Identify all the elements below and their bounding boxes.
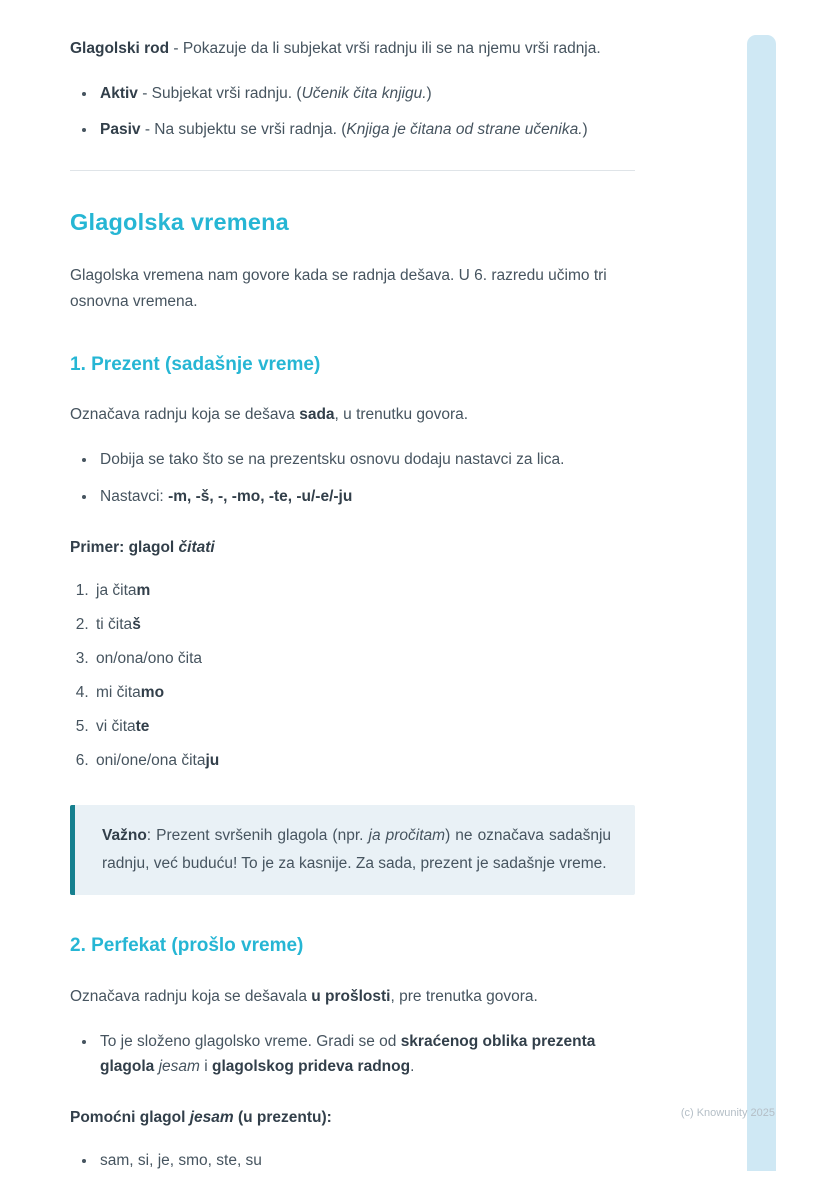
conjugation-item-1: 1. ja čitam [93, 578, 635, 603]
conjugation-item-3: 3. on/ona/ono čita [93, 646, 635, 671]
perfekat-list [70, 1029, 635, 1079]
list-item-oblici-jesam: • sam, si, je, smo, ste, su [97, 1148, 635, 1173]
section-title-glagolska-vremena: Glagolska vremena [70, 209, 289, 236]
subsection-title-perfekat: 2. Perfekat (prošlo vreme) [70, 935, 304, 957]
vazno-callout: Važno: Prezent svršenih glagola (npr. ja pročitam) ne označava sadašnju radnju, već buduću! To je za kasnije. Za sada, prezent je sadašnje vreme. [70, 805, 635, 895]
pomocni-glagol-label: Pomoćni glagol jesam (u prezentu): [70, 1109, 332, 1127]
perfekat-intro-paragraph: Označava radnju koja se dešavala u prošlosti, pre trenutka govora. [70, 988, 538, 1006]
watermark: (c) Knowunity 2025 [680, 1107, 775, 1119]
list-item-slozeno-vreme: • To je složeno glagolsko vreme. Gradi se od skraćenog oblika prezenta glagola jesam i glagolskog prideva radnog. [97, 1029, 635, 1079]
section-divider [70, 170, 635, 171]
glagolski-rod-list [70, 81, 635, 142]
prezent-intro-paragraph: Označava radnju koja se dešava sada, u trenutku govora. [70, 406, 469, 424]
pomocni-glagol-list [70, 1148, 635, 1173]
subsection-title-prezent: 1. Prezent (sadašnje vreme) [70, 353, 321, 375]
conjugation-item-6: 6. oni/one/ona čitaju [93, 748, 635, 773]
list-item-aktiv: • Aktiv - Subjekat vrši radnju. (Učenik čita knjigu.) [97, 81, 635, 106]
section-intro-paragraph: Glagolska vremena nam govore kada se radnja dešava. U 6. razredu učimo tri osnovna vremena. [70, 267, 607, 310]
glagolski-rod-paragraph: Glagolski rod - Pokazuje da li subjekat vrši radnju ili se na njemu vrši radnja. [70, 40, 601, 57]
conjugation-item-4: 4. mi čitamo [93, 680, 635, 705]
conjugation-list [70, 578, 635, 774]
prezent-list [70, 447, 635, 508]
conjugation-item-5: 5. vi čitate [93, 714, 635, 739]
primer-label: Primer: glagol čitati [70, 538, 215, 556]
document-content [70, 36, 635, 1198]
conjugation-item-2: 2. ti čitaš [93, 612, 635, 637]
page-edge-stripe [747, 35, 776, 1171]
list-item-nastavci: • Nastavci: -m, -š, -, -mo, -te, -u/-e/-ju [97, 484, 635, 509]
list-item-pasiv: • Pasiv - Na subjektu se vrši radnja. (Knjiga je čitana od strane učenika.) [97, 117, 635, 142]
list-item-osnova: • Dobija se tako što se na prezentsku osnovu dodaju nastavci za lica. [97, 447, 635, 472]
